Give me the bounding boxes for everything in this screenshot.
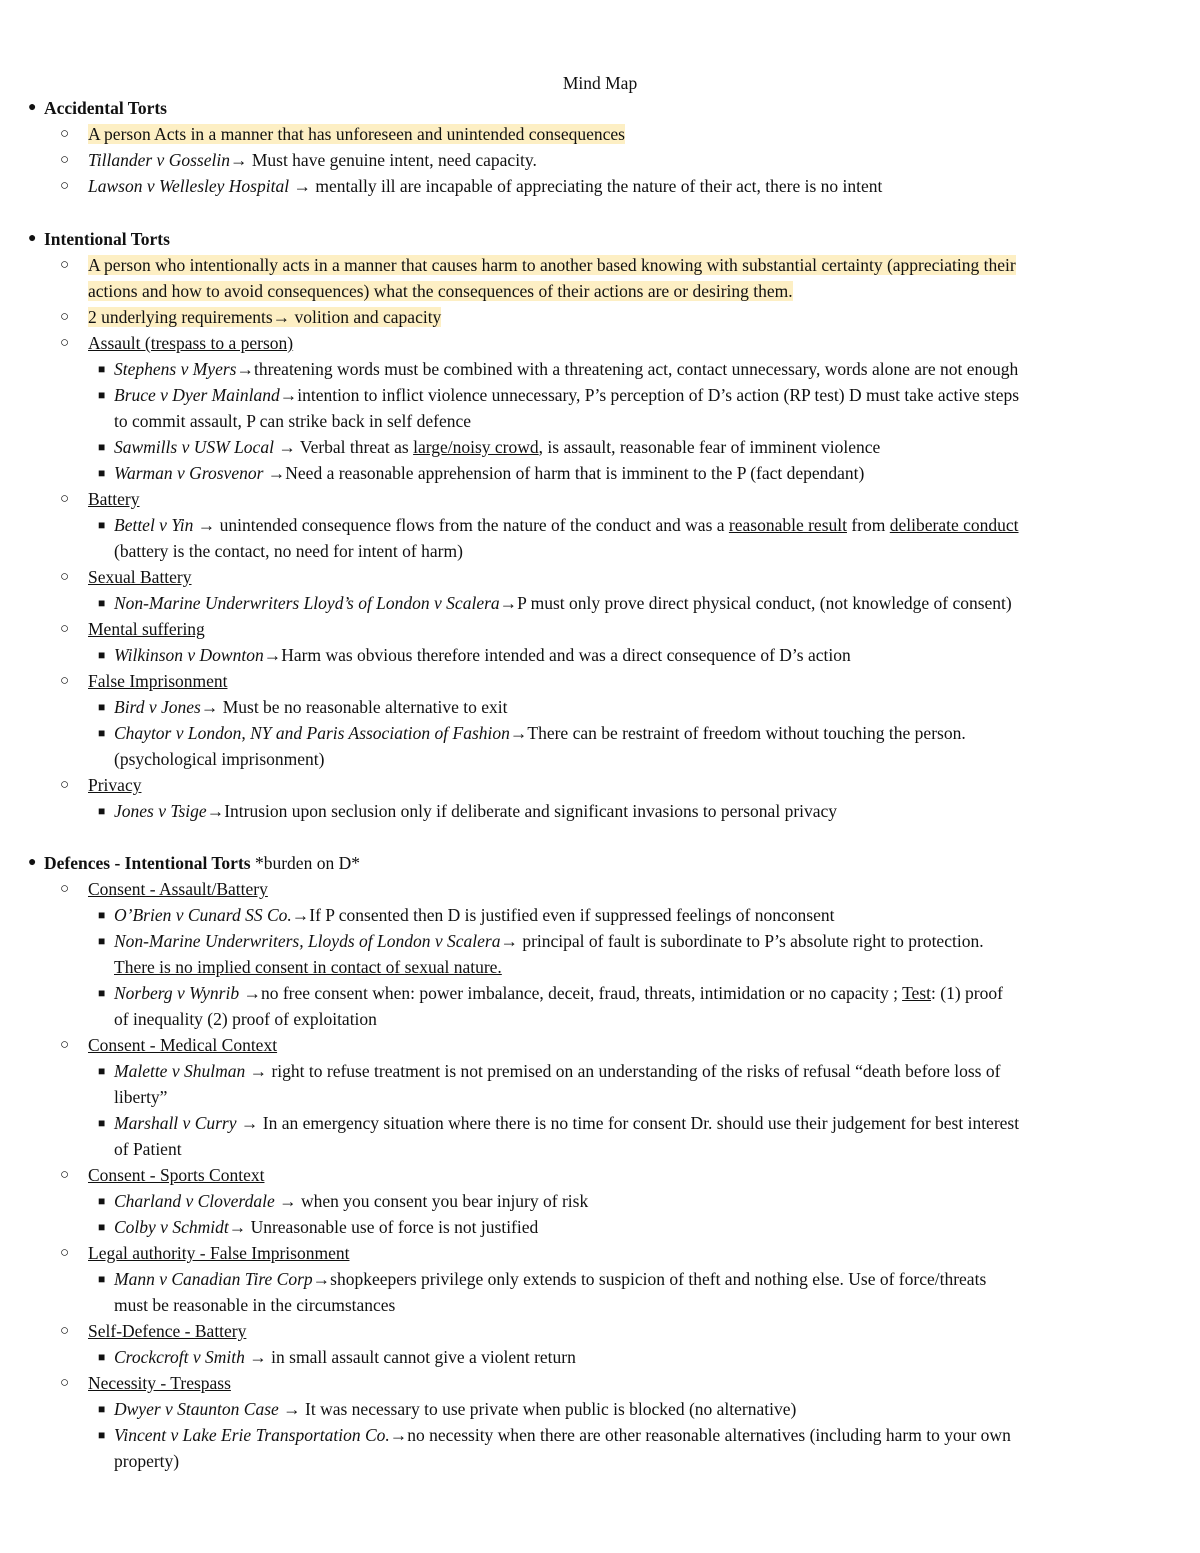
document-title: Mind Map xyxy=(562,73,638,93)
circle-bullet-icon: ○ xyxy=(60,777,70,793)
list-item: Stephens v Myers→threatening words must be combined with a threatening act, contact unnecessary, words alone are not enough xyxy=(114,359,1019,379)
square-bullet-icon: ■ xyxy=(98,518,106,532)
list-item-continuation: liberty” xyxy=(114,1087,168,1107)
list-item: Crockcroft v Smith → in small assault cannot give a violent return xyxy=(114,1347,576,1367)
list-item: O’Brien v Cunard SS Co.→If P consented then D is justified even if suppressed feelings of nonconsent xyxy=(114,905,835,925)
list-item: Tillander v Gosselin→ Must have genuine intent, need capacity. xyxy=(88,150,537,170)
list-item: Warman v Grosvenor →Need a reasonable apprehension of harm that is imminent to the P (fact dependant) xyxy=(114,463,865,483)
list-item: Sawmills v USW Local → Verbal threat as large/noisy crowd, is assault, reasonable fear of imminent violence xyxy=(114,437,881,457)
square-bullet-icon: ■ xyxy=(98,1350,106,1364)
square-bullet-icon: ■ xyxy=(98,388,106,402)
list-item: Jones v Tsige→Intrusion upon seclusion only if deliberate and significant invasions to personal privacy xyxy=(114,801,838,821)
square-bullet-icon: ■ xyxy=(98,726,106,740)
circle-bullet-icon: ○ xyxy=(60,1167,70,1183)
square-bullet-icon: ■ xyxy=(98,934,106,948)
case-name: O’Brien v Cunard SS Co. xyxy=(114,905,292,925)
list-item-continuation: (battery is the contact, no need for intent of harm) xyxy=(114,541,463,561)
circle-bullet-icon: ○ xyxy=(60,1245,70,1261)
circle-bullet-icon: ○ xyxy=(60,673,70,689)
square-bullet-icon: ■ xyxy=(98,1064,106,1078)
list-item: Charland v Cloverdale → when you consent you bear injury of risk xyxy=(114,1191,589,1211)
square-bullet-icon: ■ xyxy=(98,1272,106,1286)
list-item: Non-Marine Underwriters Lloyd’s of London v Scalera→P must only prove direct physical conduct, (not knowledge of consent) xyxy=(114,593,1012,613)
case-name: Jones v Tsige xyxy=(114,801,207,821)
intentional-definition-line2: actions and how to avoid consequences) what the consequences of their actions are or desiring them. xyxy=(88,281,793,301)
list-item-continuation: must be reasonable in the circumstances xyxy=(114,1295,396,1315)
square-bullet-icon: ■ xyxy=(98,1428,106,1442)
list-item: Wilkinson v Downton→Harm was obvious therefore intended and was a direct consequence of D’s action xyxy=(114,645,851,665)
subheading-legal-authority: Legal authority - False Imprisonment xyxy=(88,1243,350,1263)
case-name: Dwyer v Staunton Case xyxy=(114,1399,279,1419)
list-item-continuation: of inequality (2) proof of exploitation xyxy=(114,1009,377,1029)
square-bullet-icon: ■ xyxy=(98,700,106,714)
subheading-mental-suffering: Mental suffering xyxy=(88,619,205,639)
case-name: Wilkinson v Downton xyxy=(114,645,264,665)
subheading-false-imprisonment: False Imprisonment xyxy=(88,671,228,691)
circle-bullet-icon: ○ xyxy=(60,491,70,507)
circle-bullet-icon: ○ xyxy=(60,309,70,325)
circle-bullet-icon: ○ xyxy=(60,1375,70,1391)
square-bullet-icon: ■ xyxy=(98,466,106,480)
case-name: Non-Marine Underwriters, Lloyds of London v Scalera xyxy=(114,931,501,951)
case-name: Marshall v Curry xyxy=(114,1113,237,1133)
subheading-privacy: Privacy xyxy=(88,775,142,795)
circle-bullet-icon: ○ xyxy=(60,881,70,897)
list-item: Norberg v Wynrib →no free consent when: power imbalance, deceit, fraud, threats, intimidation or no capacity ; Test: (1) proof xyxy=(114,983,1003,1003)
square-bullet-icon: ■ xyxy=(98,804,106,818)
list-item: Bird v Jones→ Must be no reasonable alternative to exit xyxy=(114,697,508,717)
burden-note: *burden on D* xyxy=(250,853,360,873)
case-name: Mann v Canadian Tire Corp xyxy=(114,1269,313,1289)
circle-bullet-icon: ○ xyxy=(60,152,70,168)
case-name: Vincent v Lake Erie Transportation Co. xyxy=(114,1425,390,1445)
bullet-icon: ● xyxy=(28,231,37,246)
circle-bullet-icon: ○ xyxy=(60,569,70,585)
list-item: Mann v Canadian Tire Corp→shopkeepers privilege only extends to suspicion of theft and nothing else. Use of force/threats xyxy=(114,1269,987,1289)
case-name: Warman v Grosvenor xyxy=(114,463,264,483)
list-item: Bettel v Yin → unintended consequence flows from the nature of the conduct and was a reasonable result from deliberate conduct xyxy=(114,515,1019,535)
list-item: Malette v Shulman → right to refuse treatment is not premised on an understanding of the risks of refusal “death before loss of xyxy=(114,1061,1001,1081)
accidental-definition: A person Acts in a manner that has unforeseen and unintended consequences xyxy=(88,124,625,144)
circle-bullet-icon: ○ xyxy=(60,621,70,637)
list-item-continuation: property) xyxy=(114,1451,180,1471)
list-item: Bruce v Dyer Mainland→intention to inflict violence unnecessary, P’s perception of D’s action (RP test) D must take active steps xyxy=(114,385,1020,405)
intentional-requirements: 2 underlying requirements→ volition and capacity xyxy=(88,307,442,327)
case-name: Non-Marine Underwriters Lloyd’s of London v Scalera xyxy=(114,593,500,613)
square-bullet-icon: ■ xyxy=(98,648,106,662)
case-name: Stephens v Myers xyxy=(114,359,237,379)
square-bullet-icon: ■ xyxy=(98,986,106,1000)
case-name: Malette v Shulman xyxy=(114,1061,246,1081)
case-name: Bird v Jones xyxy=(114,697,201,717)
list-item: Vincent v Lake Erie Transportation Co.→no necessity when there are other reasonable alternatives (including harm to your own xyxy=(114,1425,1011,1445)
subheading-battery: Battery xyxy=(88,489,140,509)
list-item: Chaytor v London, NY and Paris Association of Fashion→There can be restraint of freedom without touching the person. xyxy=(114,723,966,743)
case-name: Bruce v Dyer Mainland xyxy=(114,385,280,405)
section-heading-accidental: Accidental Torts xyxy=(44,98,167,118)
bullet-icon: ● xyxy=(28,855,37,870)
list-item: Colby v Schmidt→ Unreasonable use of force is not justified xyxy=(114,1217,539,1237)
square-bullet-icon: ■ xyxy=(98,362,106,376)
section-heading-intentional: Intentional Torts xyxy=(44,229,170,249)
case-name: Lawson v Wellesley Hospital xyxy=(88,176,290,196)
square-bullet-icon: ■ xyxy=(98,1220,106,1234)
list-item: Dwyer v Staunton Case → It was necessary to use private when public is blocked (no alternative) xyxy=(114,1399,797,1419)
intentional-definition-line1: A person who intentionally acts in a manner that causes harm to another based knowing with substantial certainty (appreciating their xyxy=(88,255,1016,275)
list-item-continuation: There is no implied consent in contact of sexual nature. xyxy=(114,957,502,977)
bullet-icon: ● xyxy=(28,100,37,115)
list-item: Marshall v Curry → In an emergency situation where there is no time for consent Dr. should use their judgement for best interest xyxy=(114,1113,1020,1133)
circle-bullet-icon: ○ xyxy=(60,335,70,351)
square-bullet-icon: ■ xyxy=(98,440,106,454)
square-bullet-icon: ■ xyxy=(98,1116,106,1130)
subheading-consent-medical: Consent - Medical Context xyxy=(88,1035,278,1055)
square-bullet-icon: ■ xyxy=(98,1194,106,1208)
case-name: Colby v Schmidt xyxy=(114,1217,229,1237)
subheading-necessity: Necessity - Trespass xyxy=(88,1373,231,1393)
list-item-continuation: (psychological imprisonment) xyxy=(114,749,325,769)
case-name: Bettel v Yin xyxy=(114,515,194,535)
section-heading-defences: Defences - Intentional Torts *burden on D* xyxy=(44,853,360,873)
case-name: Chaytor v London, NY and Paris Association of Fashion xyxy=(114,723,510,743)
subheading-consent-sports: Consent - Sports Context xyxy=(88,1165,265,1185)
circle-bullet-icon: ○ xyxy=(60,1323,70,1339)
list-item: Lawson v Wellesley Hospital → mentally ill are incapable of appreciating the nature of their act, there is no intent xyxy=(88,176,883,196)
circle-bullet-icon: ○ xyxy=(60,1037,70,1053)
square-bullet-icon: ■ xyxy=(98,1402,106,1416)
square-bullet-icon: ■ xyxy=(98,908,106,922)
case-name: Crockcroft v Smith xyxy=(114,1347,245,1367)
circle-bullet-icon: ○ xyxy=(60,257,70,273)
list-item: Non-Marine Underwriters, Lloyds of London v Scalera→ principal of fault is subordinate to P’s absolute right to protection. xyxy=(114,931,984,951)
circle-bullet-icon: ○ xyxy=(60,126,70,142)
subheading-assault: Assault (trespass to a person) xyxy=(88,333,294,353)
list-item-continuation: to commit assault, P can strike back in self defence xyxy=(114,411,472,431)
circle-bullet-icon: ○ xyxy=(60,178,70,194)
case-name: Norberg v Wynrib xyxy=(114,983,240,1003)
case-name: Sawmills v USW Local xyxy=(114,437,274,457)
list-item-continuation: of Patient xyxy=(114,1139,182,1159)
case-name: Charland v Cloverdale xyxy=(114,1191,275,1211)
subheading-consent-assault-battery: Consent - Assault/Battery xyxy=(88,879,268,899)
square-bullet-icon: ■ xyxy=(98,596,106,610)
subheading-self-defence: Self-Defence - Battery xyxy=(88,1321,247,1341)
subheading-sexual-battery: Sexual Battery xyxy=(88,567,192,587)
case-name: Tillander v Gosselin xyxy=(88,150,230,170)
